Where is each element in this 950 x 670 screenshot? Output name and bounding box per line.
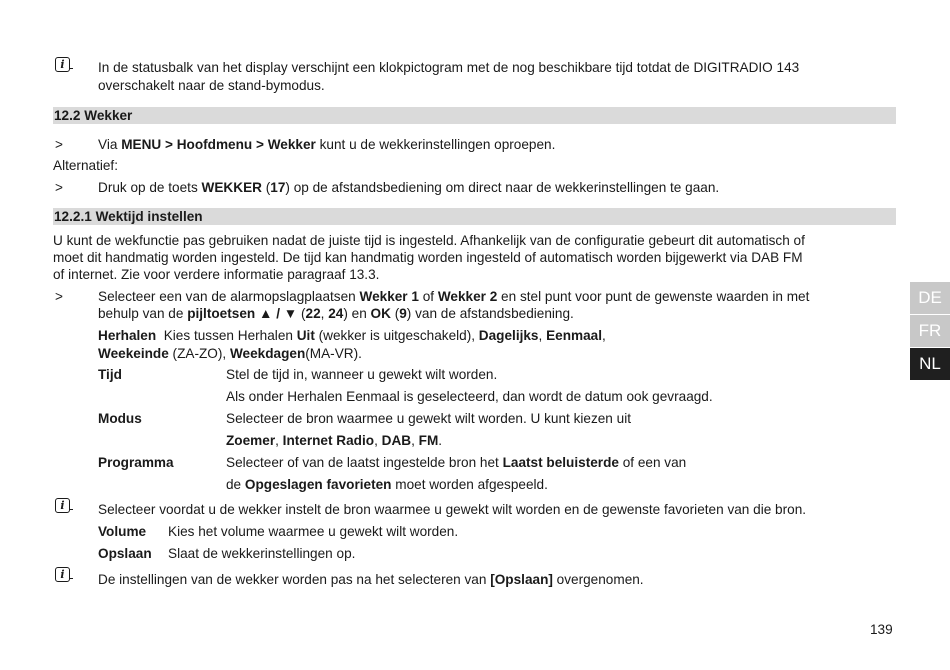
info-note-line: Selecteer voordat u de wekker instelt de bron waarmee u gewekt wilt worden en de gewenste favorieten van die bron. <box>98 502 807 517</box>
bullet-marker: > <box>55 180 63 195</box>
modus-label: Modus <box>98 411 142 426</box>
programma-description: de Opgeslagen favorieten moet worden afgespeeld. <box>226 477 548 492</box>
language-tab-fr[interactable]: FR <box>910 315 950 347</box>
info-icon: i <box>55 57 70 72</box>
info-icon: i <box>55 567 70 582</box>
arrow-keys-icon: ▲ / ▼ <box>255 306 301 321</box>
menu-path-instruction: Via MENU > Hoofdmenu > Wekker kunt u de wekkerinstellingen oproepen. <box>98 137 556 152</box>
page-number: 139 <box>870 622 893 637</box>
tijd-description: Als onder Herhalen Eenmaal is geselecteerd, dan wordt de datum ook gevraagd. <box>226 389 713 404</box>
tijd-label: Tijd <box>98 367 122 382</box>
herhalen-row: Weekeinde (ZA-ZO), Weekdagen(MA-VR). <box>98 346 362 361</box>
body-paragraph-line: moet dit handmatig worden ingesteld. De tijd kan handmatig worden ingesteld of automatisch worden bijgewerkt via DAB FM <box>53 250 803 265</box>
bullet-marker: > <box>55 289 63 304</box>
alternative-label: Alternatief: <box>53 158 118 173</box>
info-note-line: overschakelt naar de stand-bymodus. <box>98 78 325 93</box>
body-paragraph-line: of internet. Zie voor verdere informatie paragraaf 13.3. <box>53 267 380 282</box>
herhalen-row: Herhalen Kies tussen Herhalen Uit (wekker is uitgeschakeld), Dagelijks, Eenmaal, <box>98 328 606 343</box>
language-tab-de[interactable]: DE <box>910 282 950 314</box>
section-heading: 12.2 Wekker <box>53 107 896 124</box>
body-paragraph-line: U kunt de wekfunctie pas gebruiken nadat de juiste tijd is ingesteld. Afhankelijk van de configuratie gebeurt dit automatisch of <box>53 233 805 248</box>
programma-label: Programma <box>98 455 174 470</box>
subsection-heading: 12.2.1 Wektijd instellen <box>53 208 896 225</box>
language-tab-nl[interactable]: NL <box>910 348 950 380</box>
remote-key-instruction: Druk op de toets WEKKER (17) op de afstandsbediening om direct naar de wekkerinstellingen te gaan. <box>98 180 720 195</box>
bullet-marker: > <box>55 137 63 152</box>
modus-description: Selecteer de bron waarmee u gewekt wilt worden. U kunt kiezen uit <box>226 411 631 426</box>
info-icon: i <box>55 498 70 513</box>
modus-options: Zoemer, Internet Radio, DAB, FM. <box>226 433 443 448</box>
tijd-description: Stel de tijd in, wanneer u gewekt wilt worden. <box>226 367 498 382</box>
volume-description: Kies het volume waarmee u gewekt wilt worden. <box>168 524 459 539</box>
info-note-line: De instellingen van de wekker worden pas na het selecteren van [Opslaan] overgenomen. <box>98 572 644 587</box>
volume-row: Volume <box>98 524 147 539</box>
programma-description: Selecteer of van de laatst ingestelde bron het Laatst beluisterde of een van <box>226 455 687 470</box>
select-alarm-instruction: behulp van de pijltoetsen ▲ / ▼ (22, 24) en OK (9) van de afstandsbediening. <box>98 306 574 321</box>
info-note-line: In de statusbalk van het display verschijnt een klokpictogram met de nog beschikbare tijd totdat de DIGITRADIO 143 <box>98 60 800 75</box>
opslaan-description: Slaat de wekkerinstellingen op. <box>168 546 356 561</box>
select-alarm-instruction: Selecteer een van de alarmopslagplaatsen Wekker 1 of Wekker 2 en stel punt voor punt de gewenste waarden in met <box>98 289 810 304</box>
opslaan-row: Opslaan <box>98 546 152 561</box>
